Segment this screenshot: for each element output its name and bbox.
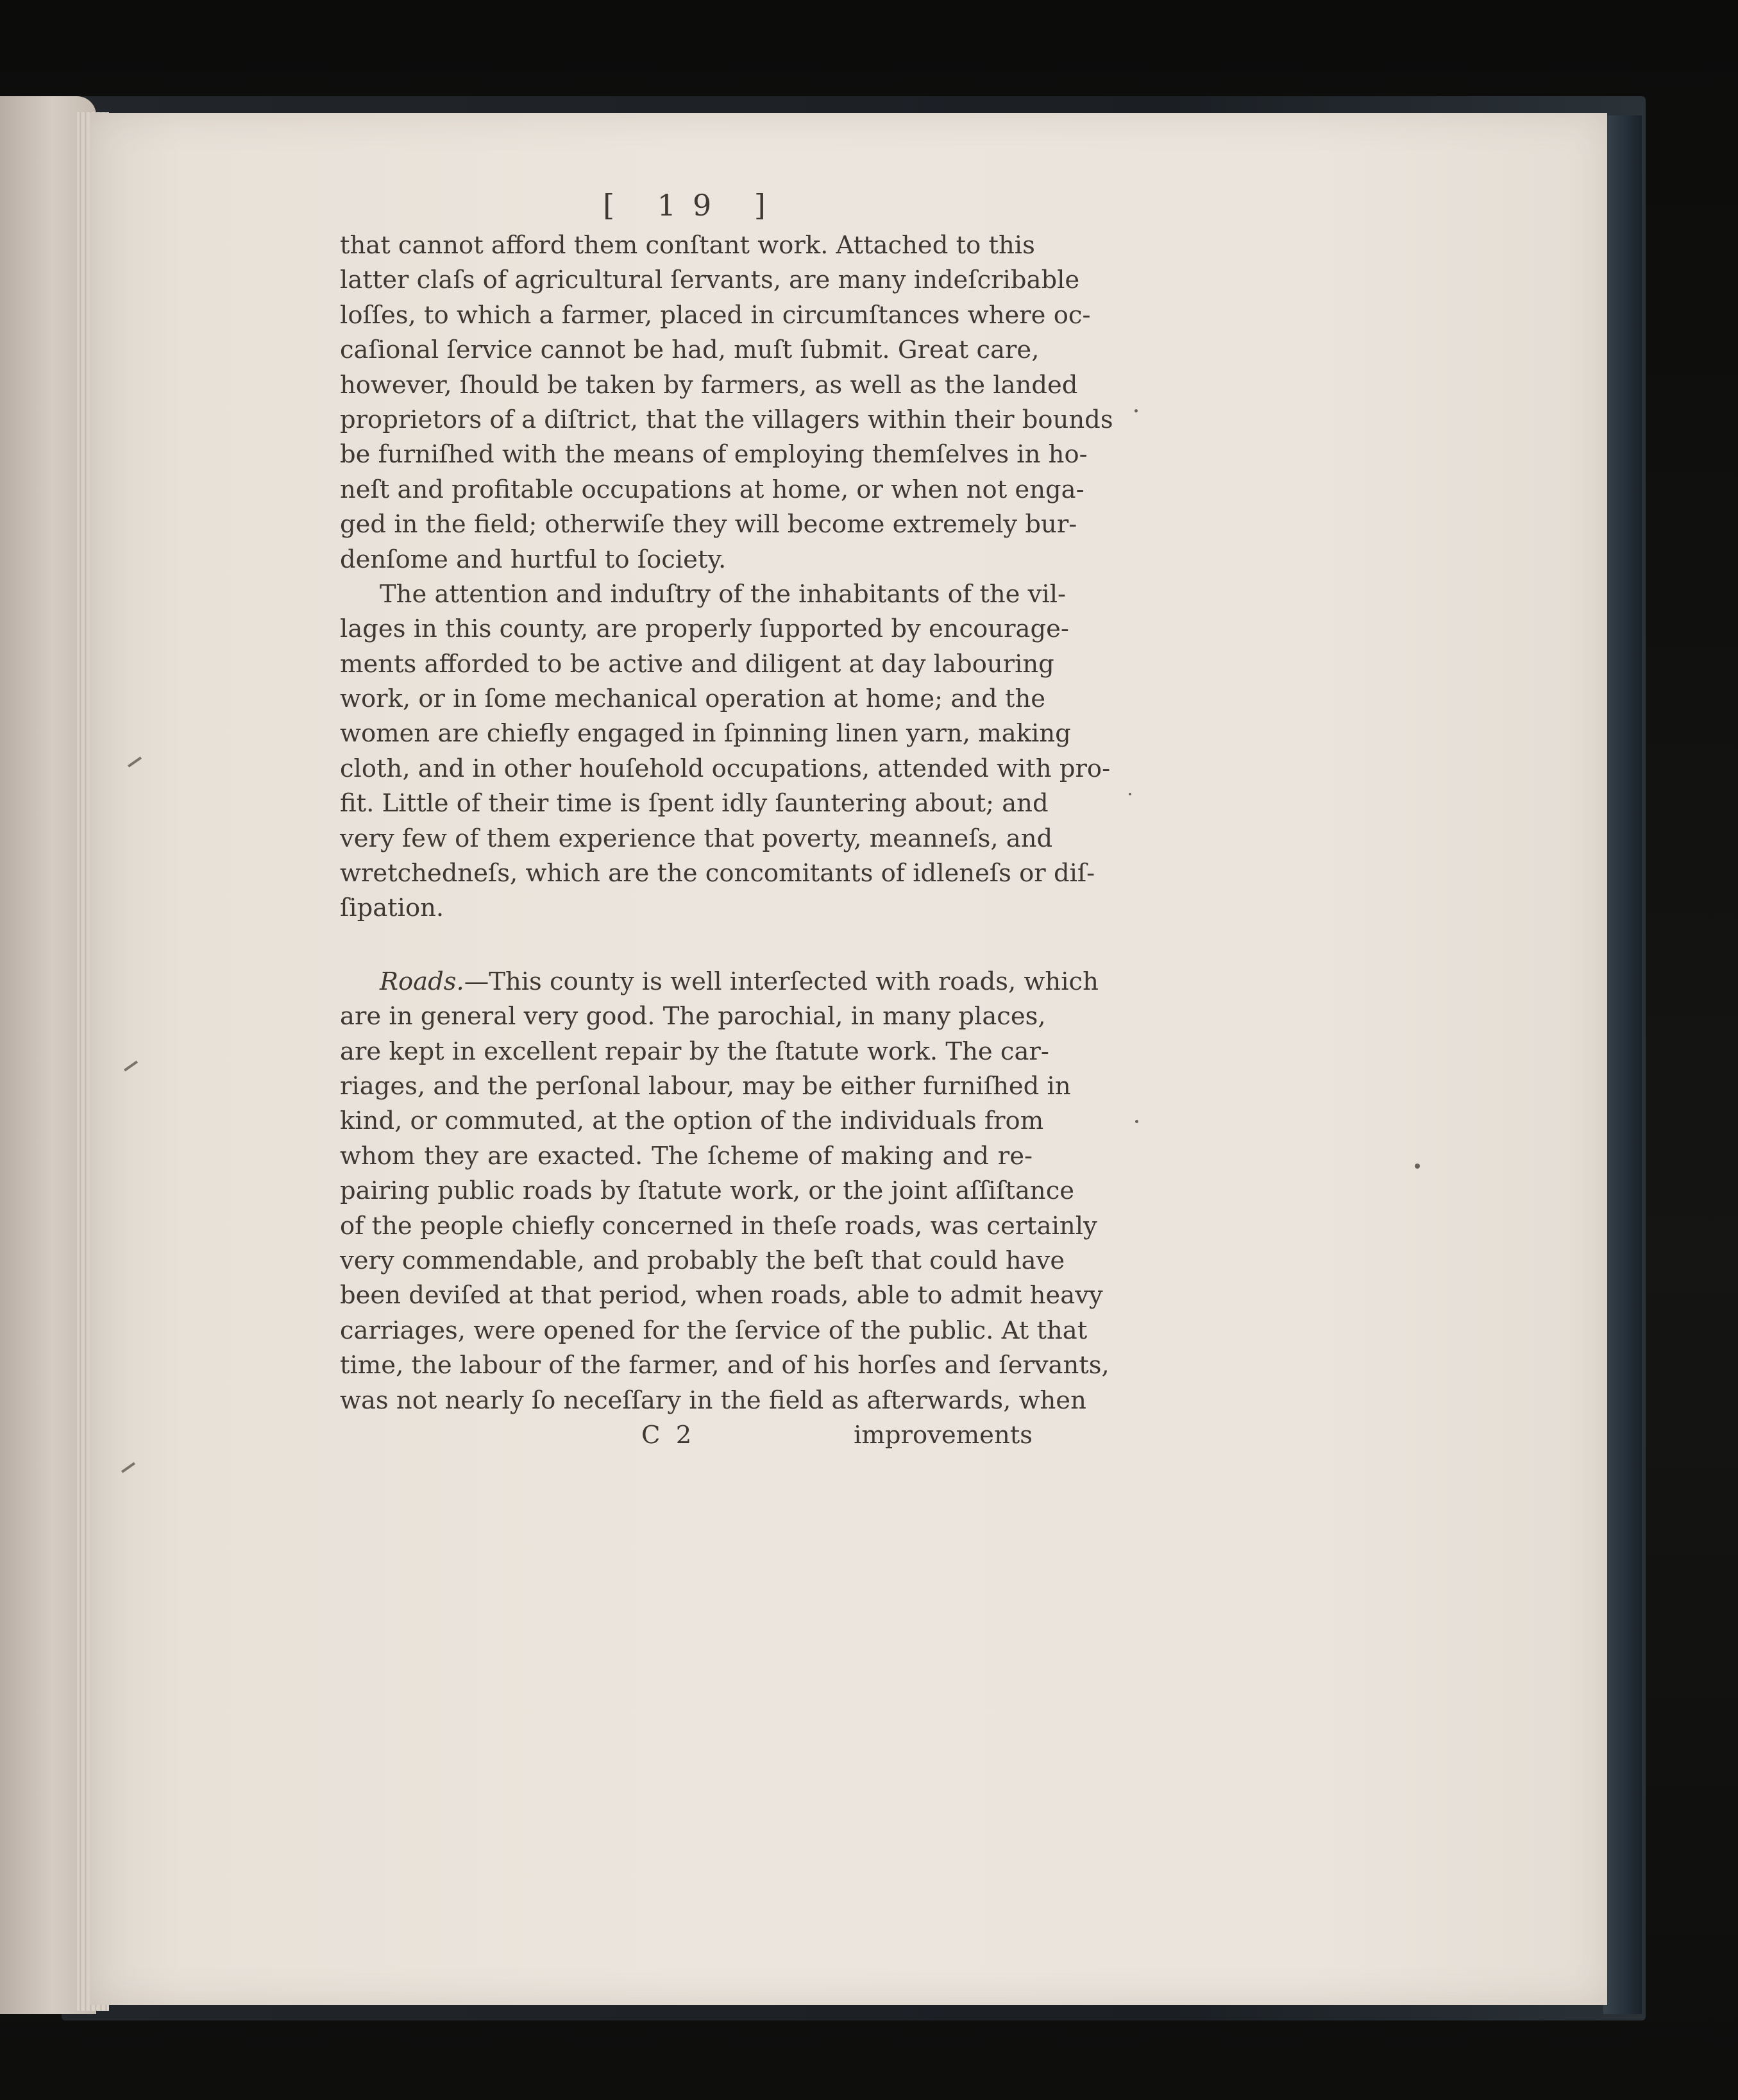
- paragraph-2: [340, 577, 1111, 926]
- text-line: very commendable, and probably the beſt that could have: [340, 1246, 1065, 1275]
- text-line: kind, or commuted, at the option of the individuals from: [340, 1106, 1044, 1136]
- paragraph-1: [340, 228, 1113, 577]
- paragraph-3-roads: [340, 965, 1109, 1418]
- text-line: proprietors of a diſtrict, that the villagers within their bounds: [340, 405, 1113, 434]
- paper-speck: [1135, 1120, 1138, 1123]
- text-line: ments afforded to be active and diligent at day labouring: [340, 649, 1054, 679]
- section-sidehead-roads: Roads.: [380, 967, 464, 996]
- text-line: riages, and the perſonal labour, may be either furniſhed in: [340, 1071, 1071, 1101]
- text-line: wretchedneſs, which are the concomitants of idleneſs or diſ-: [340, 859, 1095, 888]
- text-line: denſome and hurtful to ſociety.: [340, 545, 727, 574]
- text-line: ſipation.: [340, 893, 444, 923]
- text-line: be furniſhed with the means of employing themſelves in ho-: [340, 440, 1088, 470]
- text-line: that cannot afford them conſtant work. Attached to this: [340, 231, 1035, 260]
- text-line: fit. Little of their time is ſpent idly ſauntering about; and: [340, 789, 1049, 818]
- text-line: women are chiefly engaged in ſpinning linen yarn, making: [340, 719, 1071, 749]
- text-line-with-sidehead: [340, 965, 1099, 999]
- text-line: very few of them experience that poverty, meanneſs, and: [340, 824, 1053, 853]
- text-line: cloth, and in other houſehold occupations, attended with pro-: [340, 754, 1111, 783]
- text-run: —This county is well interſected with roads, which: [464, 967, 1099, 996]
- paper-mark: [128, 756, 142, 767]
- paper-mark: [124, 1060, 138, 1071]
- text-line: time, the labour of the farmer, and of his horſes and ſervants,: [340, 1351, 1109, 1380]
- text-line: caſional ſervice cannot be had, muſt ſubmit. Great care,: [340, 335, 1040, 365]
- text-line: loſſes, to which a farmer, placed in circumſtances where oc-: [340, 300, 1091, 330]
- catchword: improvements: [854, 1420, 1033, 1450]
- paper-speck: [1129, 793, 1131, 795]
- text-line: was not nearly ſo neceſſary in the field as afterwards, when: [340, 1385, 1086, 1415]
- signature-mark: C 2: [641, 1420, 696, 1450]
- paper-speck: [1415, 1164, 1420, 1169]
- text-line: lages in this county, are properly ſupported by encourage-: [340, 614, 1069, 644]
- text-line: carriages, were opened for the ſervice of the public. At that: [340, 1316, 1088, 1345]
- paper-speck: [1135, 409, 1138, 412]
- text-block: [340, 186, 1113, 1453]
- text-line: been deviſed at that period, when roads, able to admit heavy: [340, 1281, 1103, 1310]
- text-line: work, or in ſome mechanical operation at home; and the: [340, 684, 1046, 714]
- text-line: neſt and profitable occupations at home, or when not enga-: [340, 475, 1084, 504]
- text-line: of the people chiefly concerned in theſe roads, was certainly: [340, 1211, 1097, 1241]
- text-line: are in general very good. The parochial, in many places,: [340, 1002, 1046, 1031]
- text-line: are kept in excellent repair by the ſtatute work. The car-: [340, 1037, 1049, 1066]
- text-line: whom they are exacted. The ſcheme of making and re-: [340, 1141, 1033, 1171]
- section-gap: [340, 926, 1033, 965]
- page-footer: [340, 1418, 1033, 1453]
- paper-mark: [121, 1462, 135, 1473]
- text-line: pairing public roads by ſtatute work, or the joint aſſiſtance: [340, 1176, 1075, 1206]
- text-line: ged in the field; otherwiſe they will become extremely bur-: [340, 510, 1077, 539]
- text-line: The attention and induſtry of the inhabitants of the vil-: [380, 579, 1067, 609]
- text-line: latter claſs of agricultural ſervants, are many indeſcribable: [340, 266, 1080, 295]
- cover-edge: [1603, 115, 1642, 2014]
- running-head-page-number: [ 19 ]: [603, 188, 782, 223]
- text-line: however, ſhould be taken by farmers, as well as the landed: [340, 370, 1078, 400]
